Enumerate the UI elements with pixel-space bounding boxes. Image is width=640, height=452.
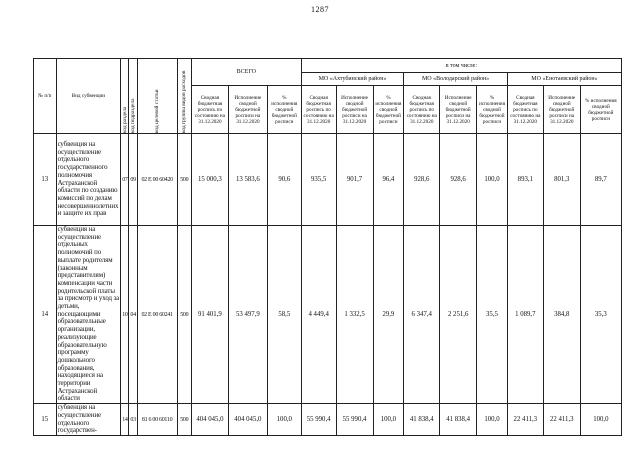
header-col-percent: % исполнения сводной бюджетной росписи [373, 86, 404, 134]
expense-group-code: 500 [177, 226, 191, 404]
row-number: 13 [34, 134, 57, 226]
subsection-code: 09 [129, 134, 137, 226]
value-cell: 1 089,7 [507, 226, 543, 404]
header-col-percent: % исполнения сводной бюджетной росписи [580, 86, 621, 134]
value-cell: 928,6 [404, 134, 440, 226]
subvention-name: субвенция на осуществление отдельного государственного полномочия Астраханской области по созданию комиссий по делам несовершеннолетних и защите их прав [56, 134, 121, 226]
value-cell: 928,6 [440, 134, 477, 226]
header-mo-akhtubinsky: МО «Ахтубинский район» [301, 73, 404, 86]
value-cell: 41 838,4 [404, 404, 440, 436]
value-cell: 90,6 [267, 134, 301, 226]
value-cell: 100,0 [580, 404, 621, 436]
section-code: 07 [121, 134, 129, 226]
value-cell: 89,7 [580, 134, 621, 226]
value-cell: 41 838,4 [440, 404, 477, 436]
section-code: 14 [121, 404, 129, 436]
table-row [34, 226, 622, 404]
row-number: 15 [34, 404, 57, 436]
value-cell: 35,5 [477, 226, 508, 404]
subsection-code: 03 [129, 404, 137, 436]
value-cell: 901,7 [336, 134, 373, 226]
target-code: 81 6 00 60110 [137, 404, 177, 436]
table-row [34, 134, 622, 226]
header-col-execution: Исполнение сводной бюджетной росписи на 31.12.2020 [336, 86, 373, 134]
header-mo-enotaevsky: МО «Енотаевский район» [507, 73, 621, 86]
header-expense-group-code: код группы видов расходов [177, 59, 191, 134]
header-target-code: код целевой статьи [137, 59, 177, 134]
value-cell: 91 401,9 [191, 226, 228, 404]
value-cell: 96,4 [373, 134, 404, 226]
table-row [34, 404, 622, 436]
subsection-code: 04 [129, 226, 137, 404]
value-cell: 935,5 [301, 134, 336, 226]
value-cell: 22 411,3 [507, 404, 543, 436]
header-col-plan: Сводная бюджетная роспись по состоянию на 31.12.2020 [404, 86, 440, 134]
header-col-plan: Сводная бюджетная роспись по состоянию на 31.12.2020 [191, 86, 228, 134]
header-col-execution: Исполнение сводной бюджетной росписи на 31.12.2020 [543, 86, 580, 134]
value-cell: 15 000,3 [191, 134, 228, 226]
value-cell: 384,8 [543, 226, 580, 404]
value-cell: 404 045,0 [228, 404, 267, 436]
value-cell: 801,3 [543, 134, 580, 226]
header-including: в том числе: [301, 59, 621, 73]
value-cell: 100,0 [477, 134, 508, 226]
value-cell: 100,0 [267, 404, 301, 436]
header-col-percent: % исполнения сводной бюджетной росписи [267, 86, 301, 134]
subvention-name: субвенция на осуществление отдельного государствен- [56, 404, 121, 436]
value-cell: 1 332,5 [336, 226, 373, 404]
value-cell: 100,0 [477, 404, 508, 436]
row-number: 14 [34, 226, 57, 404]
header-total: ВСЕГО [191, 59, 301, 86]
header-col-execution: Исполнение сводной бюджетной росписи на 31.12.2020 [440, 86, 477, 134]
subvention-table [33, 58, 622, 436]
value-cell: 4 449,4 [301, 226, 336, 404]
page-number: 1287 [311, 5, 329, 14]
header-col-plan: Сводная бюджетная роспись по состоянию на 31.12.2020 [507, 86, 543, 134]
header-row-no: № п/п [34, 59, 57, 134]
value-cell: 55 990,4 [301, 404, 336, 436]
subvention-name: субвенция на осуществление отдельных полномочий по выплате родителям (законным представителям) компенсации части родительской платы за присмотр и уход за детьми, посещающими образовательные организации, реализующие образовательную программу дошкольного образования, находящиеся на территории Астраханской области [57, 226, 120, 403]
header-section-code: код раздела [121, 59, 129, 134]
value-cell: 100,0 [373, 404, 404, 436]
header-mo-volodarsky: МО «Володарский район» [404, 73, 508, 86]
value-cell: 6 347,4 [404, 226, 440, 404]
value-cell: 893,1 [507, 134, 543, 226]
value-cell: 13 583,6 [228, 134, 267, 226]
header-subsection-code: код подраздела [129, 59, 137, 134]
value-cell: 55 990,4 [336, 404, 373, 436]
target-code: 02 Е 00 60420 [137, 134, 177, 226]
target-code: 02 Е 00 60241 [137, 226, 177, 404]
value-cell: 22 411,3 [543, 404, 580, 436]
section-code: 10 [121, 226, 129, 404]
value-cell: 404 045,0 [191, 404, 228, 436]
value-cell: 53 497,9 [228, 226, 267, 404]
value-cell: 29,9 [373, 226, 404, 404]
value-cell: 35,3 [580, 226, 621, 404]
header-subvention-type: Вид субвенции [56, 59, 121, 134]
header-col-percent: % исполнения сводной бюджетной росписи [477, 86, 508, 134]
header-col-execution: Исполнение сводной бюджетной росписи на 31.12.2020 [228, 86, 267, 134]
expense-group-code: 500 [177, 404, 191, 436]
header-col-plan: Сводная бюджетная роспись по состоянию на 31.12.2020 [301, 86, 336, 134]
expense-group-code: 500 [177, 134, 191, 226]
value-cell: 58,5 [267, 226, 301, 404]
value-cell: 2 251,6 [440, 226, 477, 404]
